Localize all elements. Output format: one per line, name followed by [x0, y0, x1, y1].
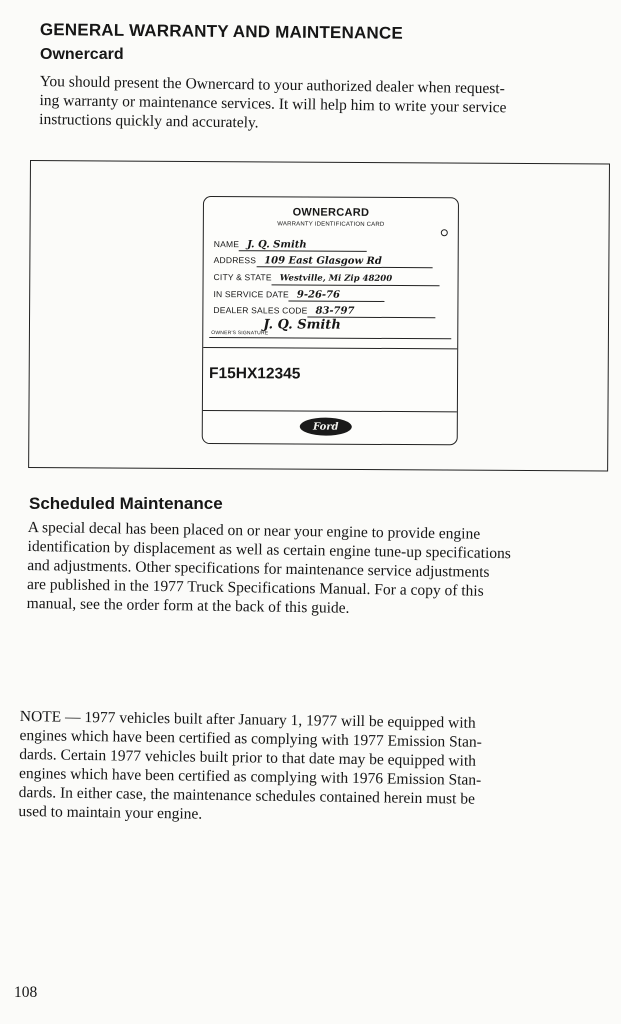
paragraph-line: dards. In either case, the maintenance schedules contained herein must be: [18, 783, 476, 808]
paragraph-line: You should present the Ownercard to your authorized dealer when request-: [39, 72, 505, 98]
paragraph-line: NOTE — 1977 vehicles built after January 1, 1977 will be equipped with: [19, 707, 476, 732]
card-field-dealer-sales-code: [213, 305, 435, 318]
paragraph-line: manual, see the order form at the back of this guide.: [26, 594, 350, 617]
field-value: 109 East Glasgow Rd: [256, 255, 432, 268]
paragraph-line: identification by displacement as well as certain engine tune-up specifications: [27, 537, 512, 563]
card-divider: [203, 347, 457, 349]
field-value: Westville, Mi Zip 48200: [272, 273, 440, 286]
note-paragraph: [18, 707, 605, 830]
card-field-address: [214, 255, 433, 268]
paragraph-line: dards. Certain 1977 vehicles built prior to that date may be equipped with: [19, 745, 477, 770]
ownercard-heading: Ownercard: [40, 46, 124, 63]
paragraph-line: and adjustments. Other specifications for maintenance service adjustments: [27, 556, 490, 581]
field-value: 9-26-76: [289, 289, 385, 302]
card-field-in-service-date: [213, 289, 384, 302]
field-label: DEALER SALES CODE: [213, 305, 308, 316]
card-subtitle: WARRANTY IDENTIFICATION CARD: [277, 221, 385, 228]
paragraph-line: instructions quickly and accurately.: [39, 110, 259, 132]
ford-logo-icon: Ford: [300, 418, 352, 436]
paragraph-line: A special decal has been placed on or near your engine to provide engine: [27, 518, 481, 543]
card-divider: [203, 410, 457, 412]
paragraph-line: are published in the 1977 Truck Specifications Manual. For a copy of this: [26, 575, 484, 600]
paragraph-line: engines which have been certified as complying with 1977 Emission Stan-: [19, 726, 482, 751]
page-heading: GENERAL WARRANTY AND MAINTENANCE: [39, 20, 404, 43]
field-value: J. Q. Smith: [239, 239, 367, 252]
punch-hole-icon: [441, 229, 448, 236]
card-field-city-state: [214, 272, 440, 286]
card-field-name: [214, 239, 367, 252]
signature-line: [209, 337, 451, 339]
field-label: NAME: [213, 239, 240, 250]
field-label: ADDRESS: [213, 255, 257, 266]
field-label: IN SERVICE DATE: [213, 289, 289, 300]
vehicle-id-number: F15HX12345: [209, 365, 301, 383]
scheduled-maintenance-heading: Scheduled Maintenance: [29, 494, 223, 513]
ownercard-illustration: [202, 196, 459, 445]
field-label: CITY & STATE: [213, 272, 272, 283]
page-number: 108: [14, 984, 38, 1001]
ownercard-paragraph: [39, 72, 615, 138]
paragraph-line: ing warranty or maintenance services. It will help him to write your service: [39, 91, 507, 117]
paragraph-line: used to maintain your engine.: [18, 802, 203, 823]
owner-signature: J. Q. Smith: [263, 317, 341, 333]
scheduled-maintenance-paragraph: [27, 518, 613, 622]
paragraph-line: engines which have been certified as complying with 1976 Emission Stan-: [18, 764, 482, 789]
card-title: OWNERCARD: [292, 206, 370, 219]
field-value: 83-797: [307, 306, 435, 319]
signature-label: OWNER'S SIGNATURE: [211, 330, 269, 337]
